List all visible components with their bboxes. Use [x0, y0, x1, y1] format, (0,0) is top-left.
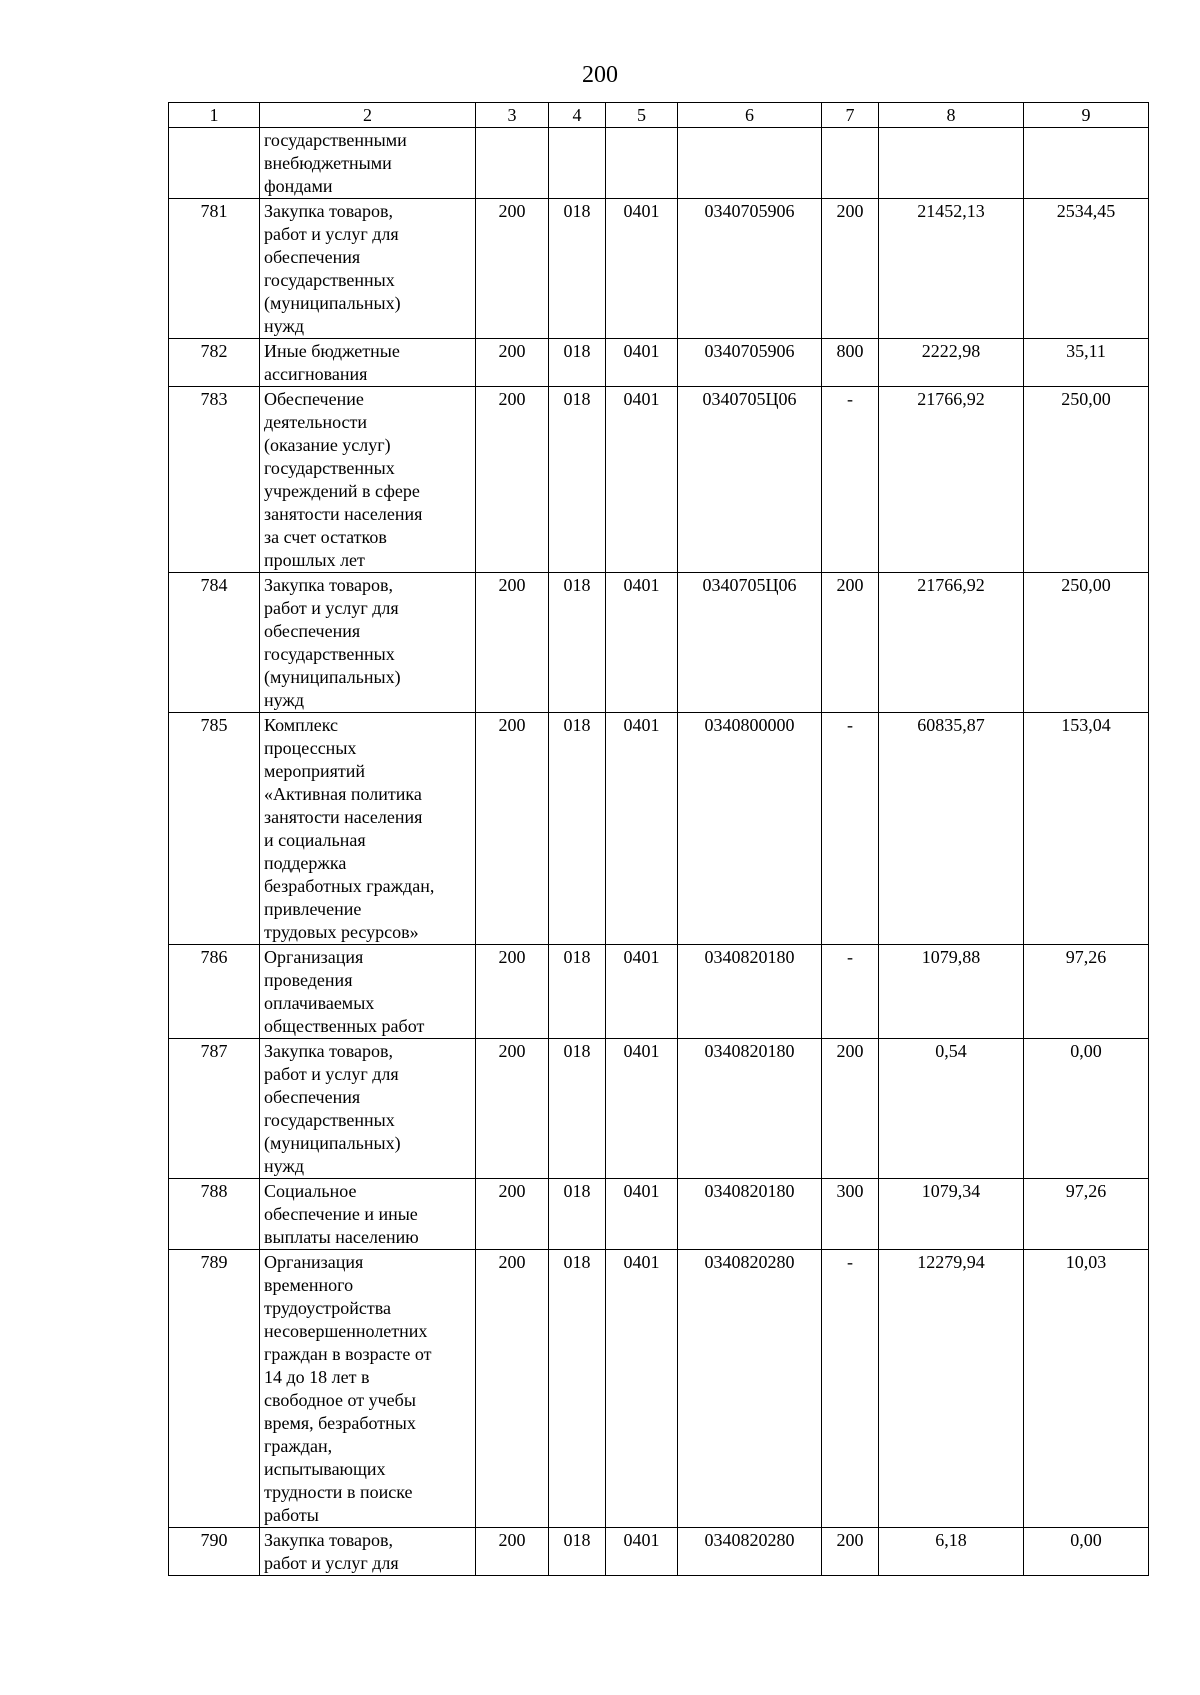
- section-code-cell: 200: [476, 387, 549, 573]
- subsection-code-cell: 0401: [606, 1179, 678, 1250]
- column-header: 4: [549, 103, 606, 128]
- value-cell: [822, 128, 879, 199]
- expense-type-cell: 200: [822, 573, 879, 713]
- name-line: свободное от учебы: [264, 1390, 416, 1410]
- ministry-code-cell: 018: [549, 199, 606, 339]
- row-name-cell: [260, 1528, 476, 1576]
- subsection-code-cell: 0401: [606, 1528, 678, 1576]
- target-article-cell: 0340705Ц06: [678, 573, 822, 713]
- amount-cell: 2222,98: [879, 339, 1024, 387]
- expense-type-cell: -: [822, 945, 879, 1039]
- name-line: работы: [264, 1505, 319, 1525]
- column-header: 3: [476, 103, 549, 128]
- expense-type-cell: -: [822, 387, 879, 573]
- subsection-code-cell: 0401: [606, 339, 678, 387]
- amount-cell: 250,00: [1024, 573, 1149, 713]
- ministry-code-cell: 018: [549, 713, 606, 945]
- budget-table: [168, 102, 1149, 1576]
- name-line: Социальное: [264, 1181, 357, 1201]
- name-line: Комплекс: [264, 715, 339, 735]
- name-line: Иные бюджетные: [264, 341, 400, 361]
- section-code-cell: 200: [476, 1528, 549, 1576]
- amount-cell: 0,54: [879, 1039, 1024, 1179]
- section-code-cell: 200: [476, 339, 549, 387]
- target-article-cell: 0340705906: [678, 339, 822, 387]
- column-header: 7: [822, 103, 879, 128]
- name-line: оплачиваемых: [264, 993, 375, 1013]
- name-line: нужд: [264, 316, 304, 336]
- subsection-code-cell: 0401: [606, 1250, 678, 1528]
- name-line: за счет остатков: [264, 527, 387, 547]
- table-row: [169, 1179, 1149, 1250]
- table-row: [169, 1528, 1149, 1576]
- name-line: мероприятий: [264, 761, 366, 781]
- table-row: [169, 339, 1149, 387]
- table-row: [169, 199, 1149, 339]
- name-line: (муниципальных): [264, 293, 401, 313]
- target-article-cell: 0340705Ц06: [678, 387, 822, 573]
- row-number-cell: 781: [169, 199, 260, 339]
- continuation-row: [169, 128, 1149, 199]
- section-code-cell: 200: [476, 1250, 549, 1528]
- name-line: учреждений в сфере: [264, 481, 420, 501]
- section-code-cell: 200: [476, 199, 549, 339]
- amount-cell: 153,04: [1024, 713, 1149, 945]
- row-number-cell: 786: [169, 945, 260, 1039]
- subsection-code-cell: 0401: [606, 199, 678, 339]
- name-line: работ и услуг для: [264, 1553, 399, 1573]
- target-article-cell: 0340820180: [678, 1179, 822, 1250]
- section-code-cell: 200: [476, 573, 549, 713]
- row-number-cell: 789: [169, 1250, 260, 1528]
- subsection-code-cell: 0401: [606, 1039, 678, 1179]
- table-row: [169, 573, 1149, 713]
- name-line: граждан,: [264, 1436, 333, 1456]
- value-cell: [476, 128, 549, 199]
- value-cell: [549, 128, 606, 199]
- name-line: обеспечения: [264, 1087, 361, 1107]
- ministry-code-cell: 018: [549, 1528, 606, 1576]
- amount-cell: 0,00: [1024, 1528, 1149, 1576]
- row-name-cell: [260, 945, 476, 1039]
- expense-type-cell: 200: [822, 1528, 879, 1576]
- name-line: 14 до 18 лет в: [264, 1367, 370, 1387]
- name-line: несовершеннолетних: [264, 1321, 428, 1341]
- amount-cell: 21452,13: [879, 199, 1024, 339]
- ministry-code-cell: 018: [549, 1250, 606, 1528]
- name-line: обеспечения: [264, 621, 361, 641]
- name-line: работ и услуг для: [264, 224, 399, 244]
- name-line: работ и услуг для: [264, 598, 399, 618]
- subsection-code-cell: 0401: [606, 713, 678, 945]
- amount-cell: 0,00: [1024, 1039, 1149, 1179]
- name-line: Обеспечение: [264, 389, 364, 409]
- row-number-cell: [169, 128, 260, 199]
- name-line: Закупка товаров,: [264, 201, 393, 221]
- name-line: обеспечения: [264, 247, 361, 267]
- header-row: [169, 103, 1149, 128]
- amount-cell: 2534,45: [1024, 199, 1149, 339]
- name-line: работ и услуг для: [264, 1064, 399, 1084]
- amount-cell: 1079,88: [879, 945, 1024, 1039]
- target-article-cell: 0340800000: [678, 713, 822, 945]
- amount-cell: 21766,92: [879, 573, 1024, 713]
- row-name-cell: [260, 199, 476, 339]
- amount-cell: 97,26: [1024, 945, 1149, 1039]
- expense-type-cell: -: [822, 1250, 879, 1528]
- row-name-cell: [260, 1179, 476, 1250]
- table-row: [169, 945, 1149, 1039]
- name-line: внебюджетными: [264, 153, 392, 173]
- section-code-cell: 200: [476, 713, 549, 945]
- row-number-cell: 783: [169, 387, 260, 573]
- column-header: 9: [1024, 103, 1149, 128]
- target-article-cell: 0340820180: [678, 1039, 822, 1179]
- section-code-cell: 200: [476, 1039, 549, 1179]
- name-line: проведения: [264, 970, 353, 990]
- target-article-cell: 0340820180: [678, 945, 822, 1039]
- amount-cell: 35,11: [1024, 339, 1149, 387]
- column-header: 1: [169, 103, 260, 128]
- amount-cell: 60835,87: [879, 713, 1024, 945]
- amount-cell: 250,00: [1024, 387, 1149, 573]
- name-line: трудности в поиске: [264, 1482, 413, 1502]
- name-line: испытывающих: [264, 1459, 386, 1479]
- name-line: трудовых ресурсов»: [264, 922, 419, 942]
- expense-type-cell: 200: [822, 199, 879, 339]
- name-line: государственных: [264, 644, 395, 664]
- ministry-code-cell: 018: [549, 387, 606, 573]
- name-line: занятости населения: [264, 807, 423, 827]
- name-line: общественных работ: [264, 1016, 425, 1036]
- expense-type-cell: 800: [822, 339, 879, 387]
- name-line: государственных: [264, 270, 395, 290]
- row-name-cell: [260, 713, 476, 945]
- name-line: обеспечение и иные: [264, 1204, 418, 1224]
- ministry-code-cell: 018: [549, 1179, 606, 1250]
- amount-cell: 1079,34: [879, 1179, 1024, 1250]
- name-line: Организация: [264, 947, 364, 967]
- table-row: [169, 713, 1149, 945]
- column-header: 5: [606, 103, 678, 128]
- name-line: граждан в возрасте от: [264, 1344, 432, 1364]
- ministry-code-cell: 018: [549, 339, 606, 387]
- row-name-cell: [260, 387, 476, 573]
- row-number-cell: 788: [169, 1179, 260, 1250]
- row-name-cell: [260, 1250, 476, 1528]
- row-name-cell: [260, 339, 476, 387]
- name-line: время, безработных: [264, 1413, 416, 1433]
- ministry-code-cell: 018: [549, 1039, 606, 1179]
- amount-cell: 12279,94: [879, 1250, 1024, 1528]
- name-line: фондами: [264, 176, 333, 196]
- target-article-cell: 0340820280: [678, 1250, 822, 1528]
- value-cell: [606, 128, 678, 199]
- name-line: нужд: [264, 1156, 304, 1176]
- section-code-cell: 200: [476, 945, 549, 1039]
- row-number-cell: 784: [169, 573, 260, 713]
- row-name-cell: [260, 573, 476, 713]
- name-line: деятельности: [264, 412, 368, 432]
- name-line: нужд: [264, 690, 304, 710]
- amount-cell: 6,18: [879, 1528, 1024, 1576]
- page-number: 200: [582, 62, 618, 88]
- name-line: занятости населения: [264, 504, 423, 524]
- name-line: Закупка товаров,: [264, 1041, 393, 1061]
- table-row: [169, 1250, 1149, 1528]
- value-cell: [879, 128, 1024, 199]
- name-line: выплаты населению: [264, 1227, 419, 1247]
- name-line: привлечение: [264, 899, 362, 919]
- name-line: процессных: [264, 738, 357, 758]
- row-name-cell: [260, 1039, 476, 1179]
- ministry-code-cell: 018: [549, 573, 606, 713]
- amount-cell: 10,03: [1024, 1250, 1149, 1528]
- column-header: 2: [260, 103, 476, 128]
- value-cell: [1024, 128, 1149, 199]
- subsection-code-cell: 0401: [606, 387, 678, 573]
- target-article-cell: 0340820280: [678, 1528, 822, 1576]
- name-line: ассигнования: [264, 364, 368, 384]
- expense-type-cell: 300: [822, 1179, 879, 1250]
- row-number-cell: 782: [169, 339, 260, 387]
- amount-cell: 97,26: [1024, 1179, 1149, 1250]
- column-header: 6: [678, 103, 822, 128]
- row-number-cell: 790: [169, 1528, 260, 1576]
- row-number-cell: 787: [169, 1039, 260, 1179]
- name-line: «Активная политика: [264, 784, 422, 804]
- section-code-cell: 200: [476, 1179, 549, 1250]
- column-header: 8: [879, 103, 1024, 128]
- name-line: (муниципальных): [264, 667, 401, 687]
- amount-cell: 21766,92: [879, 387, 1024, 573]
- name-line: (оказание услуг): [264, 435, 391, 455]
- name-line: Закупка товаров,: [264, 575, 393, 595]
- expense-type-cell: -: [822, 713, 879, 945]
- expense-type-cell: 200: [822, 1039, 879, 1179]
- name-line: (муниципальных): [264, 1133, 401, 1153]
- name-line: Закупка товаров,: [264, 1530, 393, 1550]
- table-row: [169, 1039, 1149, 1179]
- ministry-code-cell: 018: [549, 945, 606, 1039]
- name-line: и социальная: [264, 830, 366, 850]
- name-line: прошлых лет: [264, 550, 365, 570]
- value-cell: [678, 128, 822, 199]
- name-line: безработных граждан,: [264, 876, 435, 896]
- name-line: государственными: [264, 130, 407, 150]
- row-name-cell: [260, 128, 476, 199]
- name-line: поддержка: [264, 853, 347, 873]
- name-line: государственных: [264, 458, 395, 478]
- name-line: государственных: [264, 1110, 395, 1130]
- name-line: временного: [264, 1275, 354, 1295]
- subsection-code-cell: 0401: [606, 945, 678, 1039]
- target-article-cell: 0340705906: [678, 199, 822, 339]
- name-line: трудоустройства: [264, 1298, 392, 1318]
- row-number-cell: 785: [169, 713, 260, 945]
- name-line: Организация: [264, 1252, 364, 1272]
- table-row: [169, 387, 1149, 573]
- subsection-code-cell: 0401: [606, 573, 678, 713]
